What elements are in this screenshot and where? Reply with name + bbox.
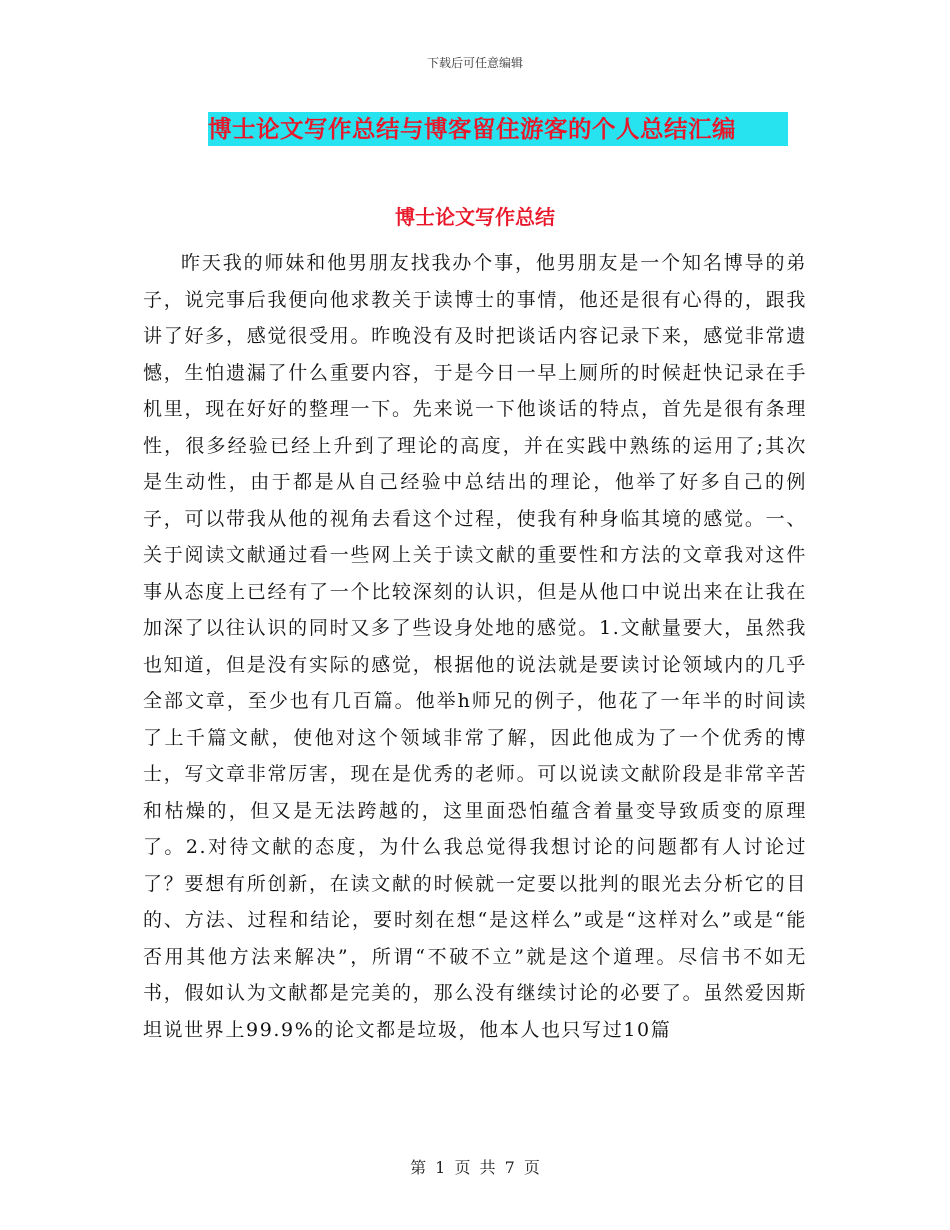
document-body bbox=[143, 245, 807, 1048]
body-paragraph: 昨天我的师妹和他男朋友找我办个事，他男朋友是一个知名博导的弟子，说完事后我便向他求教关于读博士的事情，他还是很有心得的，跟我讲了好多，感觉很受用。昨晚没有及时把谈话内容记录下来，感觉非常遗憾，生怕遗漏了什么重要内容，于是今日一早上厕所的时候赶快记录在手机里，现在好好的整理一下。先来说一下他谈话的特点，首先是很有条理性，很多经验已经上升到了理论的高度，并在实践中熟练的运用了;其次是生动性，由于都是从自己经验中总结出的理论，他举了好多自己的例子，可以带我从他的视角去看这个过程，使我有种身临其境的感觉。一、关于阅读文献通过看一些网上关于读文献的重要性和方法的文章我对这件事从态度上已经有了一个比较深刻的认识，但是从他口中说出来在让我在加深了以往认识的同时又多了些设身处地的感觉。1.文献量要大，虽然我也知道，但是没有实际的感觉，根据他的说法就是要读讨论领域内的几乎全部文章，至少也有几百篇。他举h师兄的例子，他花了一年半的时间读了上千篇文献，使他对这个领域非常了解，因此他成为了一个优秀的博士，写文章非常厉害，现在是优秀的老师。可以说读文献阶段是非常辛苦和枯燥的，但又是无法跨越的，这里面恐怕蕴含着量变导致质变的原理了。2.对待文献的态度，为什么我总觉得我想讨论的问题都有人讨论过了？要想有所创新，在读文献的时候就一定要以批判的眼光去分析它的目的、方法、过程和结论，要时刻在想“是这样么”或是“这样对么”或是“能否用其他方法来解决”，所谓“不破不立”就是这个道理。尽信书不如无书，假如认为文献都是完美的，那么没有继续讨论的必要了。虽然爱因斯坦说世界上99.9%的论文都是垃圾，他本人也只写过10篇 bbox=[143, 252, 807, 1041]
page-header: 下载后可任意编辑 bbox=[426, 56, 523, 70]
section-title: 博士论文写作总结 bbox=[395, 205, 555, 229]
document-main-title: 博士论文写作总结与博客留住游客的个人总结汇编 bbox=[208, 112, 788, 146]
page-footer: 第 1 页 共 7 页 bbox=[410, 1158, 540, 1177]
